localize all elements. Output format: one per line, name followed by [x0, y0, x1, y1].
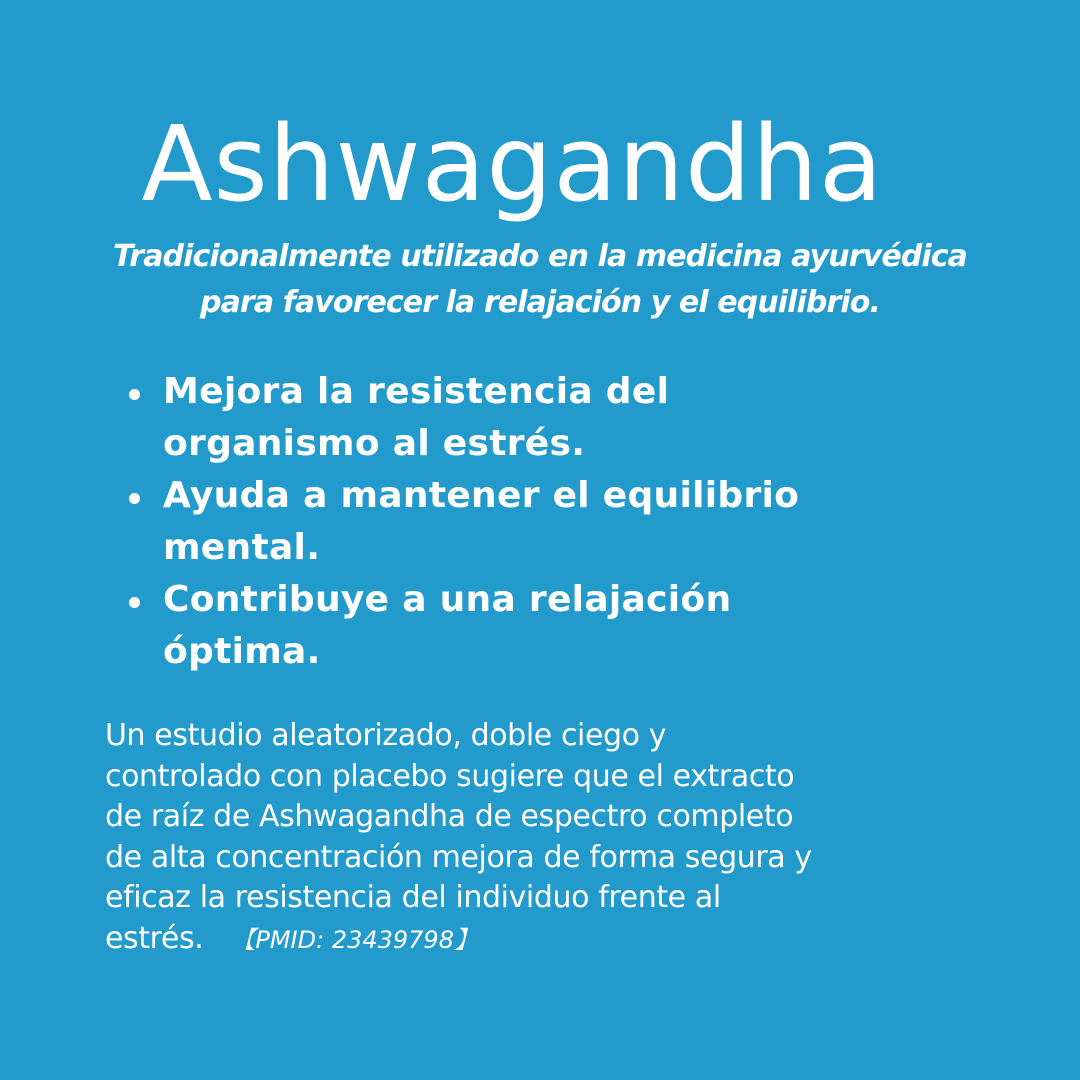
study-line: Un estudio aleatorizado, doble ciego y [105, 718, 667, 753]
study-line-last [105, 919, 1065, 961]
study-line: controlado con placebo sugiere que el extracto [105, 758, 795, 794]
benefit-line: mental. [163, 527, 321, 568]
study-line: eficaz la resistencia del individuo frente al [105, 880, 721, 915]
benefit-line: óptima. [163, 631, 321, 672]
benefit-item [0, 470, 1080, 574]
bullet-icon [129, 493, 140, 504]
benefit-item [0, 574, 1080, 678]
subtitle [0, 234, 1080, 326]
benefit-line: Mejora la resistencia del [163, 371, 670, 412]
benefit-line: organismo al estrés. [163, 423, 586, 464]
subtitle-line: para favorecer la relajación y el equilibrio. [200, 285, 880, 320]
study-line: estrés. [105, 920, 204, 956]
pmid-reference: 【PMID: 23439798】 [231, 925, 478, 954]
bullet-icon [129, 389, 140, 400]
subtitle-line: Tradicionalmente utilizado en la medicina ayurvédica [113, 239, 967, 274]
study-line: de alta concentración mejora de forma segura y [105, 839, 812, 875]
benefits-list [0, 366, 1080, 678]
benefit-line: Ayuda a mantener el equilibrio [163, 475, 800, 516]
bullet-icon [129, 597, 140, 608]
study-line: de raíz de Ashwagandha de espectro completo [105, 799, 794, 834]
benefit-line: Contribuye a una relajación [163, 579, 732, 620]
benefit-item [0, 366, 1080, 470]
page-title: Ashwagandha [141, 103, 884, 225]
study-paragraph [105, 716, 1065, 960]
